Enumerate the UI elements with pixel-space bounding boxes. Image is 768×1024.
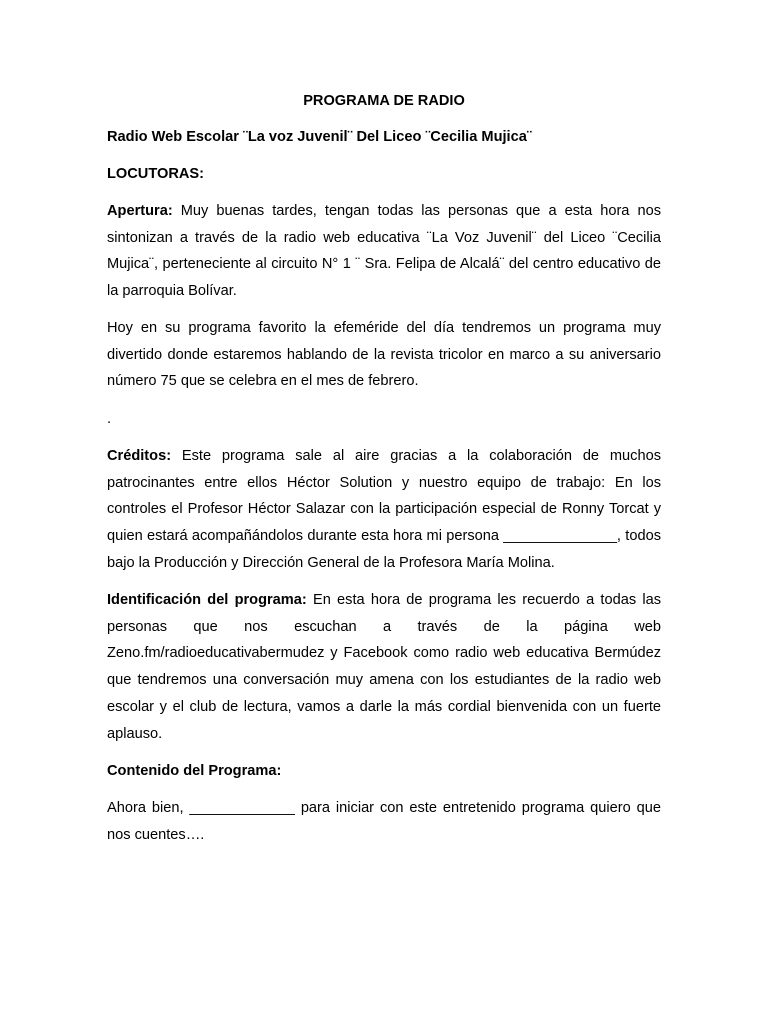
apertura-paragraph [107,198,661,305]
apertura-text: Muy buenas tardes, tengan todas las personas que a esta hora nos sintonizan a través de la radio web educativa ¨La Voz Juvenil¨ del Liceo ¨Cecilia Mujica¨, perteneciente al circuito N° 1 ¨ Sra. Felipa de Alcalá¨ del centro educativo de la parroquia Bolívar. [107,203,661,300]
separator-dot: . [107,411,112,427]
document-title: PROGRAMA DE RADIO [303,93,465,109]
contenido-heading: Contenido del Programa: [107,763,282,779]
creditos-paragraph [107,443,661,577]
efemeride-paragraph: Hoy en su programa favorito la efeméride del día tendremos un programa muy divertido donde estaremos hablando de la revista tricolor en marco a su aniversario número 75 que se celebra en el mes de febrero. [107,320,661,390]
document-page [107,0,661,1024]
identificacion-label: Identificación del programa: [107,592,307,608]
identificacion-paragraph [107,587,661,747]
creditos-text: Este programa sale al aire gracias a la colaboración de muchos patrocinantes entre ellos Héctor Solution y nuestro equipo de trabajo: En los controles el Profesor Héctor Salazar con la participación especial de Ronny Torcat y quien estará acompañándolos durante esta hora mi persona ______________, todos bajo la Producción y Dirección General de la Profesora María Molina. [107,448,661,571]
identificacion-text: En esta hora de programa les recuerdo a todas las personas que nos escuchan a través de la página web Zeno.fm/radioeducativabermudez y Facebook como radio web educativa Bermúdez que tendremos una conversación muy amena con los estudiantes de la radio web escolar y el club de lectura, vamos a darle la más cordial bienvenida con un fuerte aplauso. [107,592,661,742]
document-subtitle: Radio Web Escolar ¨La voz Juvenil¨ Del Liceo ¨Cecilia Mujica¨ [107,129,532,145]
contenido-paragraph: Ahora bien, _____________ para iniciar con este entretenido programa quiero que nos cuentes…. [107,800,661,843]
locutoras-heading: LOCUTORAS: [107,166,205,182]
apertura-label: Apertura: [107,203,173,219]
creditos-label: Créditos: [107,448,172,464]
